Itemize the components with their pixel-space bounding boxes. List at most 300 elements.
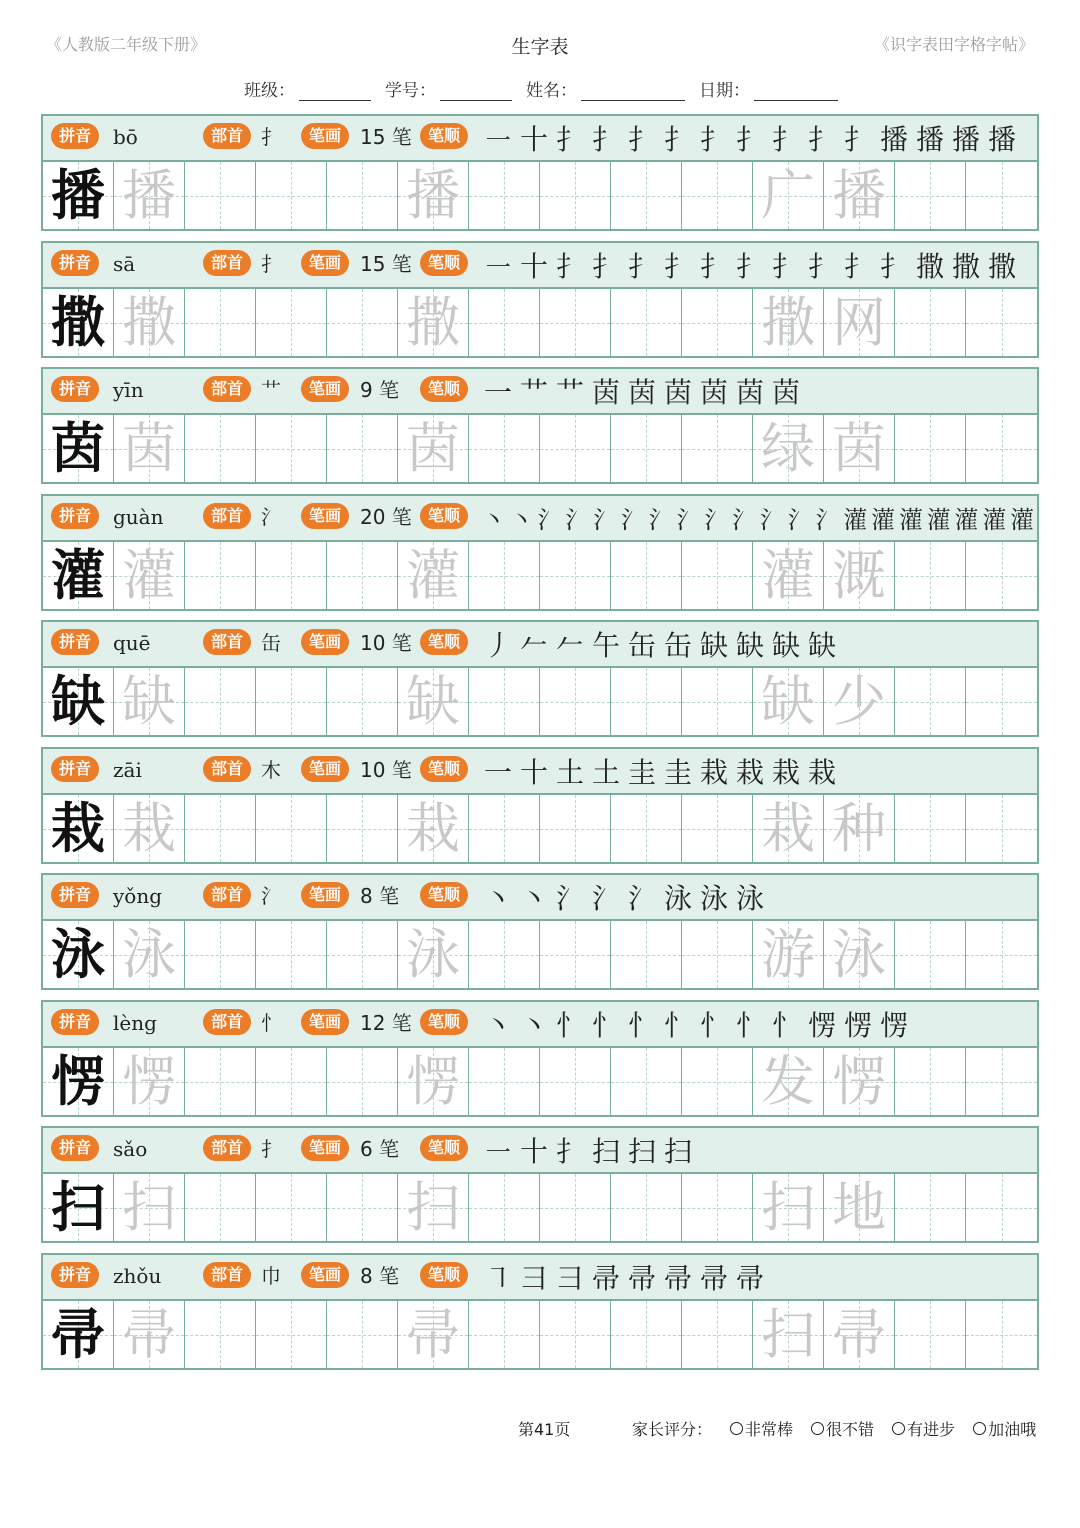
stroke-count-badge: 笔画: [301, 250, 349, 276]
grid-cell[interactable]: [824, 542, 895, 609]
stroke-step: 扫: [591, 1135, 620, 1168]
grid-cell[interactable]: [682, 289, 753, 356]
tianzige-grid: [43, 1048, 1037, 1115]
trace-char: 播: [406, 164, 460, 227]
grid-cell[interactable]: [540, 668, 611, 735]
stroke-step: 𠂉: [555, 629, 584, 662]
grid-cell[interactable]: [540, 1174, 611, 1241]
trace-char: 灌: [406, 544, 460, 607]
grid-cell[interactable]: [114, 1301, 185, 1368]
grid-cell[interactable]: [185, 415, 256, 482]
name-field: [526, 76, 685, 101]
model-char: 灌: [51, 543, 105, 607]
grid-cell[interactable]: [824, 921, 895, 988]
trace-char: 扫: [122, 1176, 176, 1239]
grid-cell[interactable]: [327, 162, 398, 229]
pinyin-badge: 拼音: [51, 882, 99, 908]
grid-cell[interactable]: [895, 542, 966, 609]
stroke-step: 氵: [732, 506, 756, 534]
grid-cell[interactable]: [611, 1301, 682, 1368]
grid-cell[interactable]: [824, 415, 895, 482]
stroke-step: 泳: [663, 882, 692, 915]
grid-cell[interactable]: [824, 1048, 895, 1115]
grid-cell[interactable]: [43, 1174, 114, 1241]
grid-cell[interactable]: [327, 1048, 398, 1115]
grid-cell[interactable]: [540, 921, 611, 988]
radical-value: 艹: [261, 378, 281, 402]
grid-cell[interactable]: [540, 289, 611, 356]
word-trace-char: 栽: [761, 797, 815, 860]
grid-cell[interactable]: [185, 795, 256, 862]
stroke-step: 扌: [699, 250, 728, 283]
stroke-step: 氵: [676, 506, 701, 534]
pinyin-value: zāi: [113, 758, 142, 782]
student-info: [244, 76, 838, 101]
stroke-step: 播: [987, 123, 1016, 156]
stroke-step: 缺: [735, 629, 764, 662]
stroke-step: 栽: [807, 756, 836, 789]
stroke-step: 茵: [699, 376, 728, 409]
grid-cell[interactable]: [753, 795, 824, 862]
radical-badge: 部首: [203, 629, 251, 655]
stroke-step: 氵: [704, 506, 729, 534]
grid-cell[interactable]: [43, 415, 114, 482]
grid-cell[interactable]: [327, 1174, 398, 1241]
grid-cell[interactable]: [611, 415, 682, 482]
grid-cell[interactable]: [43, 542, 114, 609]
stroke-step: 栽: [771, 756, 800, 789]
grid-cell[interactable]: [753, 1174, 824, 1241]
grid-cell[interactable]: [327, 795, 398, 862]
stroke-step: 帚: [663, 1262, 692, 1295]
stroke-step: 丶: [483, 1009, 512, 1042]
eval-option-keep-going[interactable]: 加油哦: [973, 1417, 1036, 1440]
date-input-line[interactable]: [754, 82, 838, 101]
character-row: [41, 747, 1039, 864]
stroke-step: 扌: [555, 123, 584, 156]
stroke-step: 土: [591, 756, 620, 789]
grid-cell[interactable]: [398, 1301, 469, 1368]
trace-char: 撒: [406, 291, 460, 354]
pinyin-value: quē: [113, 631, 151, 655]
stroke-step: 茵: [627, 376, 656, 409]
stroke-order-badge: 笔顺: [420, 376, 468, 402]
grid-cell[interactable]: [185, 1048, 256, 1115]
stroke-step: 扌: [771, 250, 800, 283]
grid-cell[interactable]: [469, 1174, 540, 1241]
row-info-bar: [43, 749, 1037, 795]
grid-cell[interactable]: [682, 795, 753, 862]
grid-cell[interactable]: [114, 795, 185, 862]
grid-cell[interactable]: [469, 162, 540, 229]
grid-cell[interactable]: [824, 1174, 895, 1241]
stroke-step: 十: [519, 756, 548, 789]
trace-char: 泳: [406, 923, 460, 986]
grid-cell[interactable]: [611, 289, 682, 356]
stroke-step: 氵: [555, 882, 584, 915]
radical-value: 氵: [261, 505, 281, 529]
grid-cell[interactable]: [327, 289, 398, 356]
grid-cell[interactable]: [398, 162, 469, 229]
stroke-step: 愣: [807, 1009, 836, 1042]
trace-char: 栽: [122, 797, 176, 860]
model-char: 撒: [51, 290, 105, 354]
stroke-order-badge: 笔顺: [420, 250, 468, 276]
stroke-step: 氵: [620, 506, 645, 534]
grid-cell[interactable]: [540, 795, 611, 862]
stroke-count-value: 9 笔: [360, 378, 400, 402]
stroke-step: 忄: [663, 1009, 692, 1042]
grid-cell[interactable]: [469, 289, 540, 356]
radio-circle-icon: [973, 1422, 986, 1435]
grid-cell[interactable]: [966, 1301, 1037, 1368]
grid-cell[interactable]: [540, 542, 611, 609]
grid-cell[interactable]: [114, 415, 185, 482]
grid-cell[interactable]: [327, 542, 398, 609]
word-trace-char: 灌: [761, 544, 815, 607]
stroke-step: 播: [879, 123, 908, 156]
stroke-step: 茵: [735, 376, 764, 409]
grid-cell[interactable]: [185, 668, 256, 735]
grid-cell[interactable]: [114, 289, 185, 356]
grid-cell[interactable]: [824, 668, 895, 735]
word-trace-char: 帚: [832, 1303, 886, 1366]
grid-cell[interactable]: [682, 1174, 753, 1241]
class-input-line[interactable]: [299, 82, 371, 101]
grid-cell[interactable]: [753, 1301, 824, 1368]
grid-cell[interactable]: [398, 1048, 469, 1115]
grid-cell[interactable]: [682, 415, 753, 482]
grid-cell[interactable]: [966, 289, 1037, 356]
pinyin-badge: 拼音: [51, 503, 99, 529]
row-info-bar: [43, 369, 1037, 415]
stroke-step: 氵: [565, 506, 590, 534]
grid-cell[interactable]: [966, 542, 1037, 609]
grid-cell[interactable]: [256, 668, 327, 735]
grid-cell[interactable]: [398, 668, 469, 735]
grid-cell[interactable]: [469, 415, 540, 482]
grid-cell[interactable]: [185, 542, 256, 609]
grid-cell[interactable]: [540, 1048, 611, 1115]
stroke-step: 氵: [627, 882, 656, 915]
grid-cell[interactable]: [43, 1048, 114, 1115]
stroke-step: 扌: [555, 250, 584, 283]
grid-cell[interactable]: [469, 1301, 540, 1368]
pinyin-value: zhǒu: [113, 1264, 162, 1288]
pinyin-badge: 拼音: [51, 376, 99, 402]
grid-cell[interactable]: [185, 162, 256, 229]
grid-cell[interactable]: [824, 289, 895, 356]
grid-cell[interactable]: [966, 1174, 1037, 1241]
radical-value: 扌: [261, 1137, 281, 1161]
grid-cell[interactable]: [753, 921, 824, 988]
grid-cell[interactable]: [540, 415, 611, 482]
stroke-step: 帚: [627, 1262, 656, 1295]
grid-cell[interactable]: [398, 795, 469, 862]
character-row: [41, 241, 1039, 358]
trace-char: 帚: [406, 1303, 460, 1366]
radical-value: 扌: [261, 252, 281, 276]
radical-badge: 部首: [203, 503, 251, 529]
grid-cell[interactable]: [895, 921, 966, 988]
stroke-step: 氵: [591, 882, 620, 915]
grid-cell[interactable]: [469, 542, 540, 609]
stroke-count-badge: 笔画: [301, 629, 349, 655]
stroke-step: 播: [951, 123, 980, 156]
eval-option-good[interactable]: 很不错: [811, 1417, 874, 1440]
grid-cell[interactable]: [895, 668, 966, 735]
grid-cell[interactable]: [753, 289, 824, 356]
stroke-count-badge: 笔画: [301, 1009, 349, 1035]
stroke-step: 扌: [627, 123, 656, 156]
date-field: [699, 76, 838, 101]
grid-cell[interactable]: [114, 1048, 185, 1115]
grid-cell[interactable]: [824, 162, 895, 229]
trace-char: 愣: [406, 1050, 460, 1113]
word-trace-char: 泳: [832, 923, 886, 986]
grid-cell[interactable]: [824, 1301, 895, 1368]
character-row: [41, 1253, 1039, 1370]
grid-cell[interactable]: [469, 668, 540, 735]
grid-cell[interactable]: [824, 795, 895, 862]
grid-cell[interactable]: [114, 921, 185, 988]
grid-cell[interactable]: [895, 289, 966, 356]
grid-cell[interactable]: [611, 668, 682, 735]
grid-cell[interactable]: [895, 1174, 966, 1241]
stroke-count-value: 8 笔: [360, 1264, 400, 1288]
tianzige-grid: [43, 162, 1037, 229]
tianzige-grid: [43, 415, 1037, 482]
grid-cell[interactable]: [682, 1301, 753, 1368]
grid-cell[interactable]: [611, 162, 682, 229]
pinyin-badge: 拼音: [51, 629, 99, 655]
stroke-step: 忄: [591, 1009, 620, 1042]
stroke-step: 氵: [593, 506, 617, 534]
stroke-step: 撒: [915, 250, 944, 283]
grid-cell[interactable]: [469, 921, 540, 988]
row-info-bar: [43, 1002, 1037, 1048]
stroke-step: 艹: [519, 376, 548, 409]
stroke-step: 栽: [735, 756, 764, 789]
stroke-step: 愣: [843, 1009, 872, 1042]
grid-cell[interactable]: [398, 921, 469, 988]
grid-cell[interactable]: [114, 162, 185, 229]
grid-cell[interactable]: [682, 1048, 753, 1115]
tianzige-grid: [43, 542, 1037, 609]
stroke-step: 扌: [879, 250, 908, 283]
stroke-count-badge: 笔画: [301, 882, 349, 908]
grid-cell[interactable]: [753, 668, 824, 735]
word-trace-char: 发: [761, 1050, 815, 1113]
grid-cell[interactable]: [753, 415, 824, 482]
page-number: 第41页: [518, 1420, 571, 1439]
stroke-step: 𠂉: [519, 629, 548, 662]
grid-cell[interactable]: [256, 1174, 327, 1241]
stroke-order-sequence: [480, 751, 840, 791]
radical-badge: 部首: [203, 882, 251, 908]
radical-badge: 部首: [203, 756, 251, 782]
stroke-order-sequence: [480, 1130, 696, 1170]
grid-cell[interactable]: [256, 415, 327, 482]
grid-cell[interactable]: [398, 289, 469, 356]
grid-cell[interactable]: [682, 542, 753, 609]
grid-cell[interactable]: [966, 415, 1037, 482]
trace-char: 扫: [406, 1176, 460, 1239]
pinyin-value: lèng: [113, 1011, 157, 1035]
character-row: [41, 367, 1039, 484]
radical-value: 巾: [261, 1264, 281, 1288]
grid-cell[interactable]: [966, 795, 1037, 862]
stroke-step: 栽: [699, 756, 728, 789]
stroke-step: 缶: [627, 629, 656, 662]
stroke-step: 扌: [663, 250, 692, 283]
grid-cell[interactable]: [43, 1301, 114, 1368]
grid-cell[interactable]: [256, 1301, 327, 1368]
grid-cell[interactable]: [398, 542, 469, 609]
grid-cell[interactable]: [682, 162, 753, 229]
stroke-order-badge: 笔顺: [420, 629, 468, 655]
eval-option-excellent[interactable]: 非常棒: [730, 1417, 793, 1440]
grid-cell[interactable]: [327, 921, 398, 988]
grid-cell[interactable]: [895, 795, 966, 862]
radio-circle-icon: [811, 1422, 824, 1435]
grid-cell[interactable]: [256, 162, 327, 229]
grid-cell[interactable]: [753, 1048, 824, 1115]
stroke-step: 一: [483, 376, 512, 409]
stroke-step: 午: [591, 629, 620, 662]
grid-cell[interactable]: [611, 921, 682, 988]
grid-cell[interactable]: [327, 1301, 398, 1368]
pinyin-badge: 拼音: [51, 1009, 99, 1035]
stroke-order-sequence: [480, 498, 1036, 538]
grid-cell[interactable]: [469, 795, 540, 862]
grid-cell[interactable]: [43, 162, 114, 229]
model-char: 扫: [51, 1175, 105, 1239]
stroke-count-value: 15 笔: [360, 125, 412, 149]
trace-char: 茵: [406, 417, 460, 480]
stroke-count-badge: 笔画: [301, 1135, 349, 1161]
stroke-count-badge: 笔画: [301, 1262, 349, 1288]
stroke-order-badge: 笔顺: [420, 756, 468, 782]
grid-cell[interactable]: [185, 921, 256, 988]
stroke-step: 扌: [627, 250, 656, 283]
word-trace-char: 扫: [761, 1303, 815, 1366]
grid-cell[interactable]: [966, 921, 1037, 988]
grid-cell[interactable]: [43, 795, 114, 862]
grid-cell[interactable]: [256, 795, 327, 862]
trace-char: 灌: [122, 544, 176, 607]
grid-cell[interactable]: [256, 542, 327, 609]
stroke-step: 丿: [483, 629, 512, 662]
stroke-step: 扫: [627, 1135, 656, 1168]
trace-char: 缺: [406, 670, 460, 733]
grid-cell[interactable]: [895, 1048, 966, 1115]
grid-cell[interactable]: [256, 1048, 327, 1115]
stroke-count-value: 15 笔: [360, 252, 412, 276]
character-row: [41, 1126, 1039, 1243]
character-row: [41, 873, 1039, 990]
row-info-bar: [43, 116, 1037, 162]
pinyin-badge: 拼音: [51, 250, 99, 276]
grid-cell[interactable]: [540, 162, 611, 229]
grid-cell[interactable]: [966, 162, 1037, 229]
stroke-step: 一: [483, 756, 512, 789]
grid-cell[interactable]: [611, 795, 682, 862]
grid-cell[interactable]: [256, 289, 327, 356]
pinyin-badge: 拼音: [51, 123, 99, 149]
stroke-step: 十: [519, 123, 548, 156]
grid-cell[interactable]: [43, 668, 114, 735]
radical-value: 氵: [261, 884, 281, 908]
grid-cell[interactable]: [753, 162, 824, 229]
radical-badge: 部首: [203, 1262, 251, 1288]
grid-cell[interactable]: [753, 542, 824, 609]
grid-cell[interactable]: [43, 921, 114, 988]
name-input-line[interactable]: [581, 82, 685, 101]
grid-cell[interactable]: [895, 1301, 966, 1368]
number-input-line[interactable]: [440, 82, 512, 101]
header-right: 《识字表田字格字帖》: [873, 35, 1034, 54]
grid-cell[interactable]: [185, 1301, 256, 1368]
radical-value: 木: [261, 758, 281, 782]
character-row: [41, 1000, 1039, 1117]
stroke-step: 播: [915, 123, 944, 156]
grid-cell[interactable]: [966, 1048, 1037, 1115]
grid-cell[interactable]: [185, 289, 256, 356]
word-trace-char: 溉: [832, 544, 886, 607]
grid-cell[interactable]: [469, 1048, 540, 1115]
grid-cell[interactable]: [611, 1174, 682, 1241]
grid-cell[interactable]: [398, 415, 469, 482]
grid-cell[interactable]: [256, 921, 327, 988]
eval-option-progress[interactable]: 有进步: [892, 1417, 955, 1440]
model-char: 泳: [51, 922, 105, 986]
header-left: 《人教版二年级下册》: [46, 35, 207, 54]
grid-cell[interactable]: [43, 289, 114, 356]
date-label: 日期：: [699, 81, 750, 101]
grid-cell[interactable]: [327, 415, 398, 482]
grid-cell[interactable]: [114, 1174, 185, 1241]
grid-cell[interactable]: [114, 542, 185, 609]
stroke-count-value: 12 笔: [360, 1011, 412, 1035]
stroke-count-value: 10 笔: [360, 758, 412, 782]
stroke-step: 圭: [627, 756, 656, 789]
grid-cell[interactable]: [185, 1174, 256, 1241]
grid-cell[interactable]: [327, 668, 398, 735]
stroke-step: 氵: [648, 506, 673, 534]
stroke-step: 丶: [482, 506, 506, 534]
stroke-step: 氵: [537, 506, 562, 534]
stroke-order-badge: 笔顺: [420, 503, 468, 529]
grid-cell[interactable]: [682, 668, 753, 735]
stroke-step: 灌: [982, 506, 1007, 534]
grid-cell[interactable]: [540, 1301, 611, 1368]
stroke-step: 扌: [663, 123, 692, 156]
grid-cell[interactable]: [611, 1048, 682, 1115]
stroke-step: 彐: [519, 1262, 548, 1295]
grid-cell[interactable]: [611, 542, 682, 609]
grid-cell[interactable]: [114, 668, 185, 735]
grid-cell[interactable]: [966, 668, 1037, 735]
grid-cell[interactable]: [895, 162, 966, 229]
grid-cell[interactable]: [895, 415, 966, 482]
grid-cell[interactable]: [682, 921, 753, 988]
stroke-order-badge: 笔顺: [420, 1009, 468, 1035]
grid-cell[interactable]: [398, 1174, 469, 1241]
stroke-step: 扌: [843, 123, 872, 156]
stroke-step: 茵: [771, 376, 800, 409]
stroke-step: ㇕: [483, 1262, 512, 1295]
